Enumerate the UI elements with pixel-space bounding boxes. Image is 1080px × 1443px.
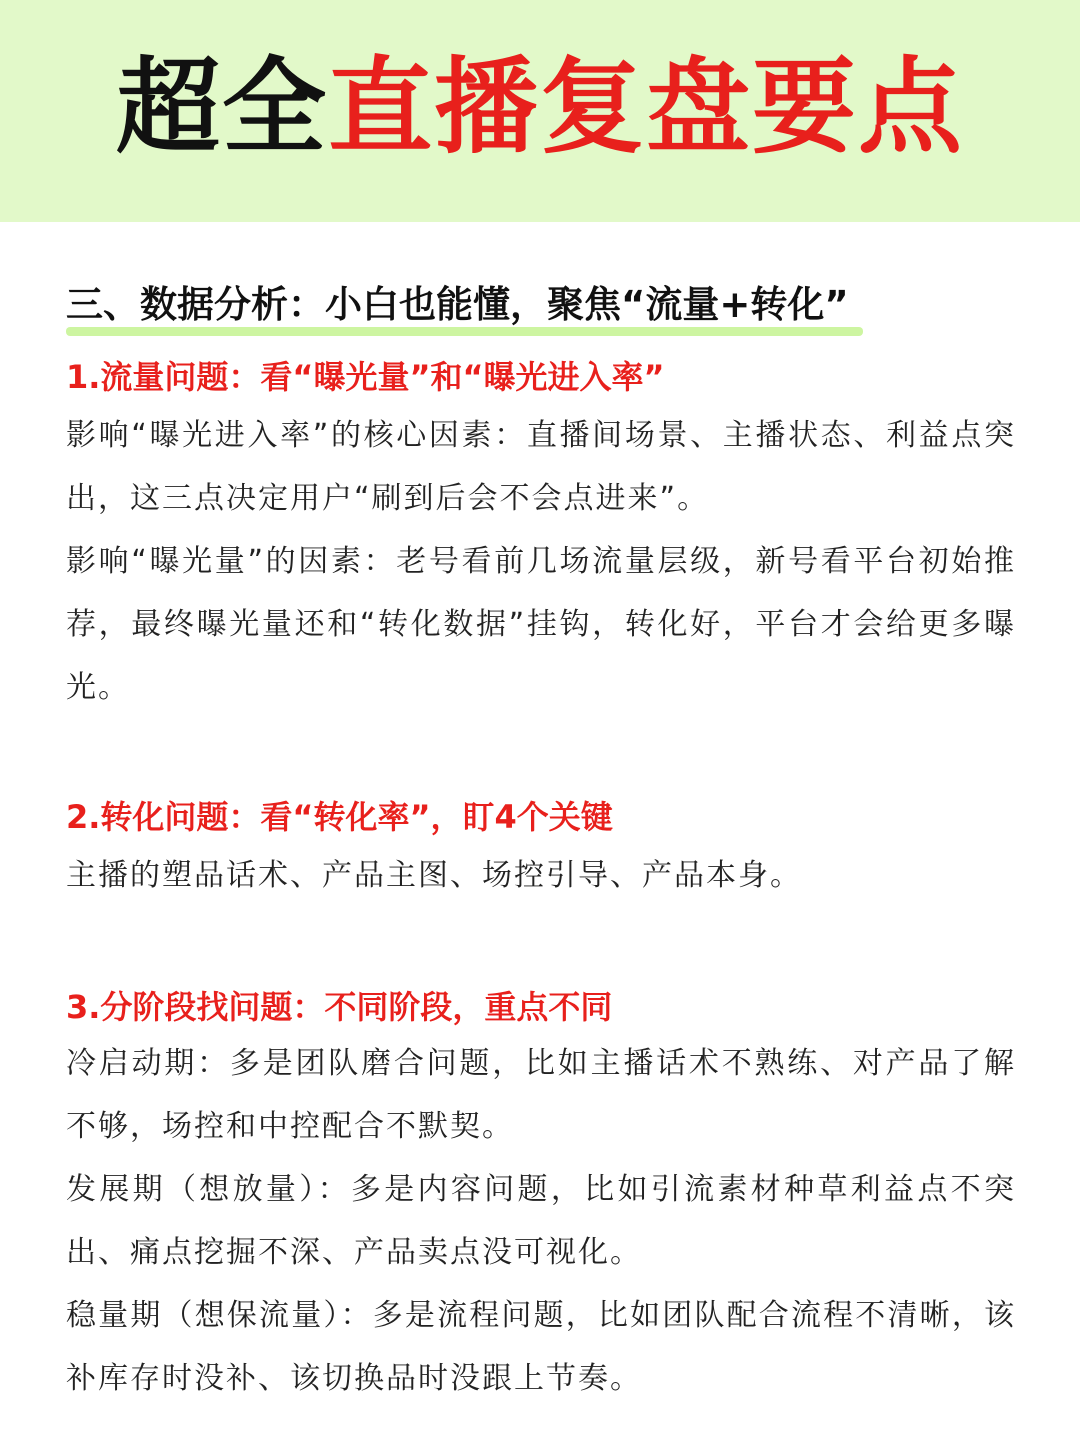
item-1-title: 1.流量问题：看“曝光量”和“曝光进入率” (66, 358, 665, 396)
page-title-highlight: 直播复盘要点 (328, 46, 965, 168)
section-heading (66, 274, 849, 328)
item-3-paragraph-2: 发展期（想放量）：多是内容问题，比如引流素材种草利益点不突出、痛点挖掘不深、产品卖点没可视化。 (66, 1172, 1016, 1270)
section-heading-text: 三、数据分析：小白也能懂，聚焦“流量+转化” (66, 283, 849, 326)
page-title-prefix: 超全 (115, 46, 328, 168)
item-3-title: 3.分阶段找问题：不同阶段，重点不同 (66, 988, 613, 1026)
item-2-title: 2.转化问题：看“转化率”，盯4个关键 (66, 798, 613, 836)
item-3-paragraph-1: 冷启动期：多是团队磨合问题，比如主播话术不熟练、对产品了解不够，场控和中控配合不默契。 (66, 1046, 1016, 1144)
heading-highlight-bar (66, 327, 863, 336)
item-1-paragraph-1: 影响“曝光进入率”的核心因素：直播间场景、主播状态、利益点突出，这三点决定用户“刷到后会不会点进来”。 (66, 418, 1016, 516)
page-title (115, 46, 965, 168)
item-3-paragraph-3: 稳量期（想保流量）：多是流程问题，比如团队配合流程不清晰，该补库存时没补、该切换品时没跟上节奏。 (66, 1298, 1016, 1396)
header-banner (0, 0, 1080, 222)
item-2-paragraph-1: 主播的塑品话术、产品主图、场控引导、产品本身。 (66, 858, 802, 893)
item-1-paragraph-2: 影响“曝光量”的因素：老号看前几场流量层级，新号看平台初始推荐，最终曝光量还和“转化数据”挂钩，转化好，平台才会给更多曝光。 (66, 544, 1016, 705)
